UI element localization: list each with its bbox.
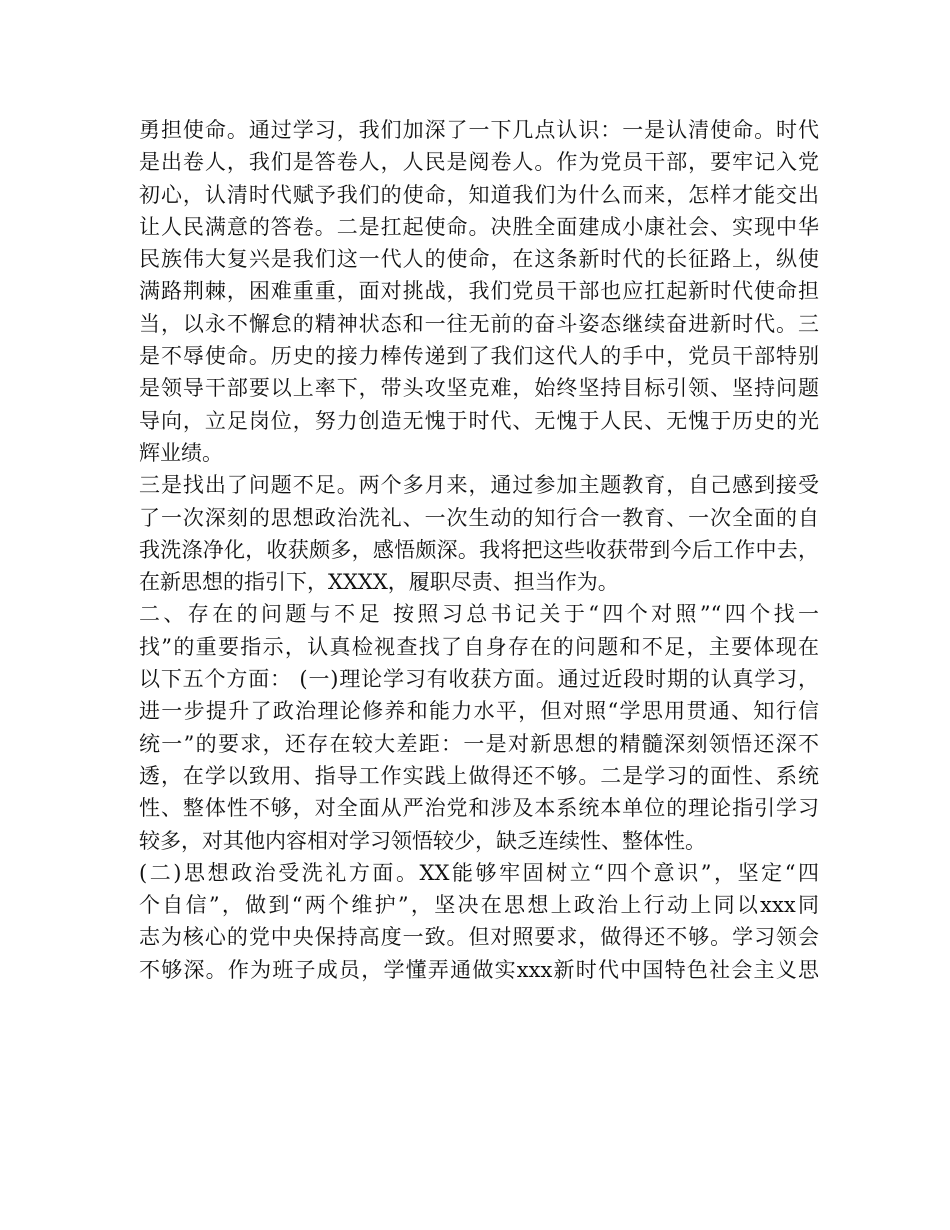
text-line: 我洗涤净化，收获颇多，感悟颇深。我将把这些收获带到今后工作中去， <box>139 537 819 562</box>
text-line: 当，以永不懈怠的精神状态和一往无前的奋斗姿态继续奋进新时代。三 <box>139 311 819 336</box>
text-line: 统一”的要求，还存在较大差距：一是对新思想的精髓深刻领悟还深不 <box>139 731 819 756</box>
text-line: (二)思想政治受洗礼方面。XX能够牢固树立“四个意识”，坚定“四 <box>139 860 819 885</box>
text-line: 二、存在的问题与不足 按照习总书记关于“四个对照”“四个找一 <box>139 602 819 627</box>
text-line: 个自信”，做到“两个维护”，坚决在思想上政治上行动上同以xxx同 <box>139 893 819 918</box>
text-line: 是领导干部要以上率下，带头攻坚克难，始终坚持目标引领、坚持问题 <box>139 376 819 401</box>
text-line: 满路荆棘，困难重重，面对挑战，我们党员干部也应扛起新时代使命担 <box>139 279 819 304</box>
text-line: 勇担使命。通过学习，我们加深了一下几点认识：一是认清使命。时代 <box>139 118 819 142</box>
text-line: 导向，立足岗位，努力创造无愧于时代、无愧于人民、无愧于历史的光 <box>139 408 819 433</box>
text-line: 找”的重要指示，认真检视查找了自身存在的问题和不足，主要体现在 <box>139 634 819 659</box>
document-body <box>139 114 819 986</box>
text-line: 以下五个方面： (一)理论学习有收获方面。通过近段时期的认真学习， <box>139 667 819 692</box>
text-line: 三是找出了问题不足。两个多月来，通过参加主题教育，自己感到接受 <box>139 473 819 498</box>
text-line: 民族伟大复兴是我们这一代人的使命，在这条新时代的长征路上，纵使 <box>139 247 819 272</box>
text-line: 进一步提升了政治理论修养和能力水平，但对照“学思用贯通、知行信 <box>139 699 819 724</box>
text-line: 是出卷人，我们是答卷人，人民是阅卷人。作为党员干部，要牢记入党 <box>139 150 819 175</box>
text-line: 志为核心的党中央保持高度一致。但对照要求，做得还不够。学习领会 <box>139 925 819 950</box>
text-line: 在新思想的指引下，XXXX，履职尽责、担当作为。 <box>139 570 619 595</box>
text-line: 较多，对其他内容相对学习领悟较少，缺乏连续性、整体性。 <box>139 828 706 853</box>
text-line: 了一次深刻的思想政治洗礼、一次生动的知行合一教育、一次全面的自 <box>139 505 819 530</box>
text-line: 透，在学以致用、指导工作实践上做得还不够。二是学习的面性、系统 <box>139 763 819 788</box>
text-line: 性、整体性不够，对全面从严治党和涉及本系统本单位的理论指引学习 <box>139 796 819 821</box>
text-line: 不够深。作为班子成员，学懂弄通做实xxx新时代中国特色社会主义思 <box>139 957 819 982</box>
text-line: 是不辱使命。历史的接力棒传递到了我们这代人的手中，党员干部特别 <box>139 344 819 369</box>
text-line: 辉业绩。 <box>139 440 223 465</box>
text-line: 让人民满意的答卷。二是扛起使命。决胜全面建成小康社会、实现中华 <box>139 214 819 239</box>
text-line: 初心，认清时代赋予我们的使命，知道我们为什么而来，怎样才能交出 <box>139 182 819 207</box>
